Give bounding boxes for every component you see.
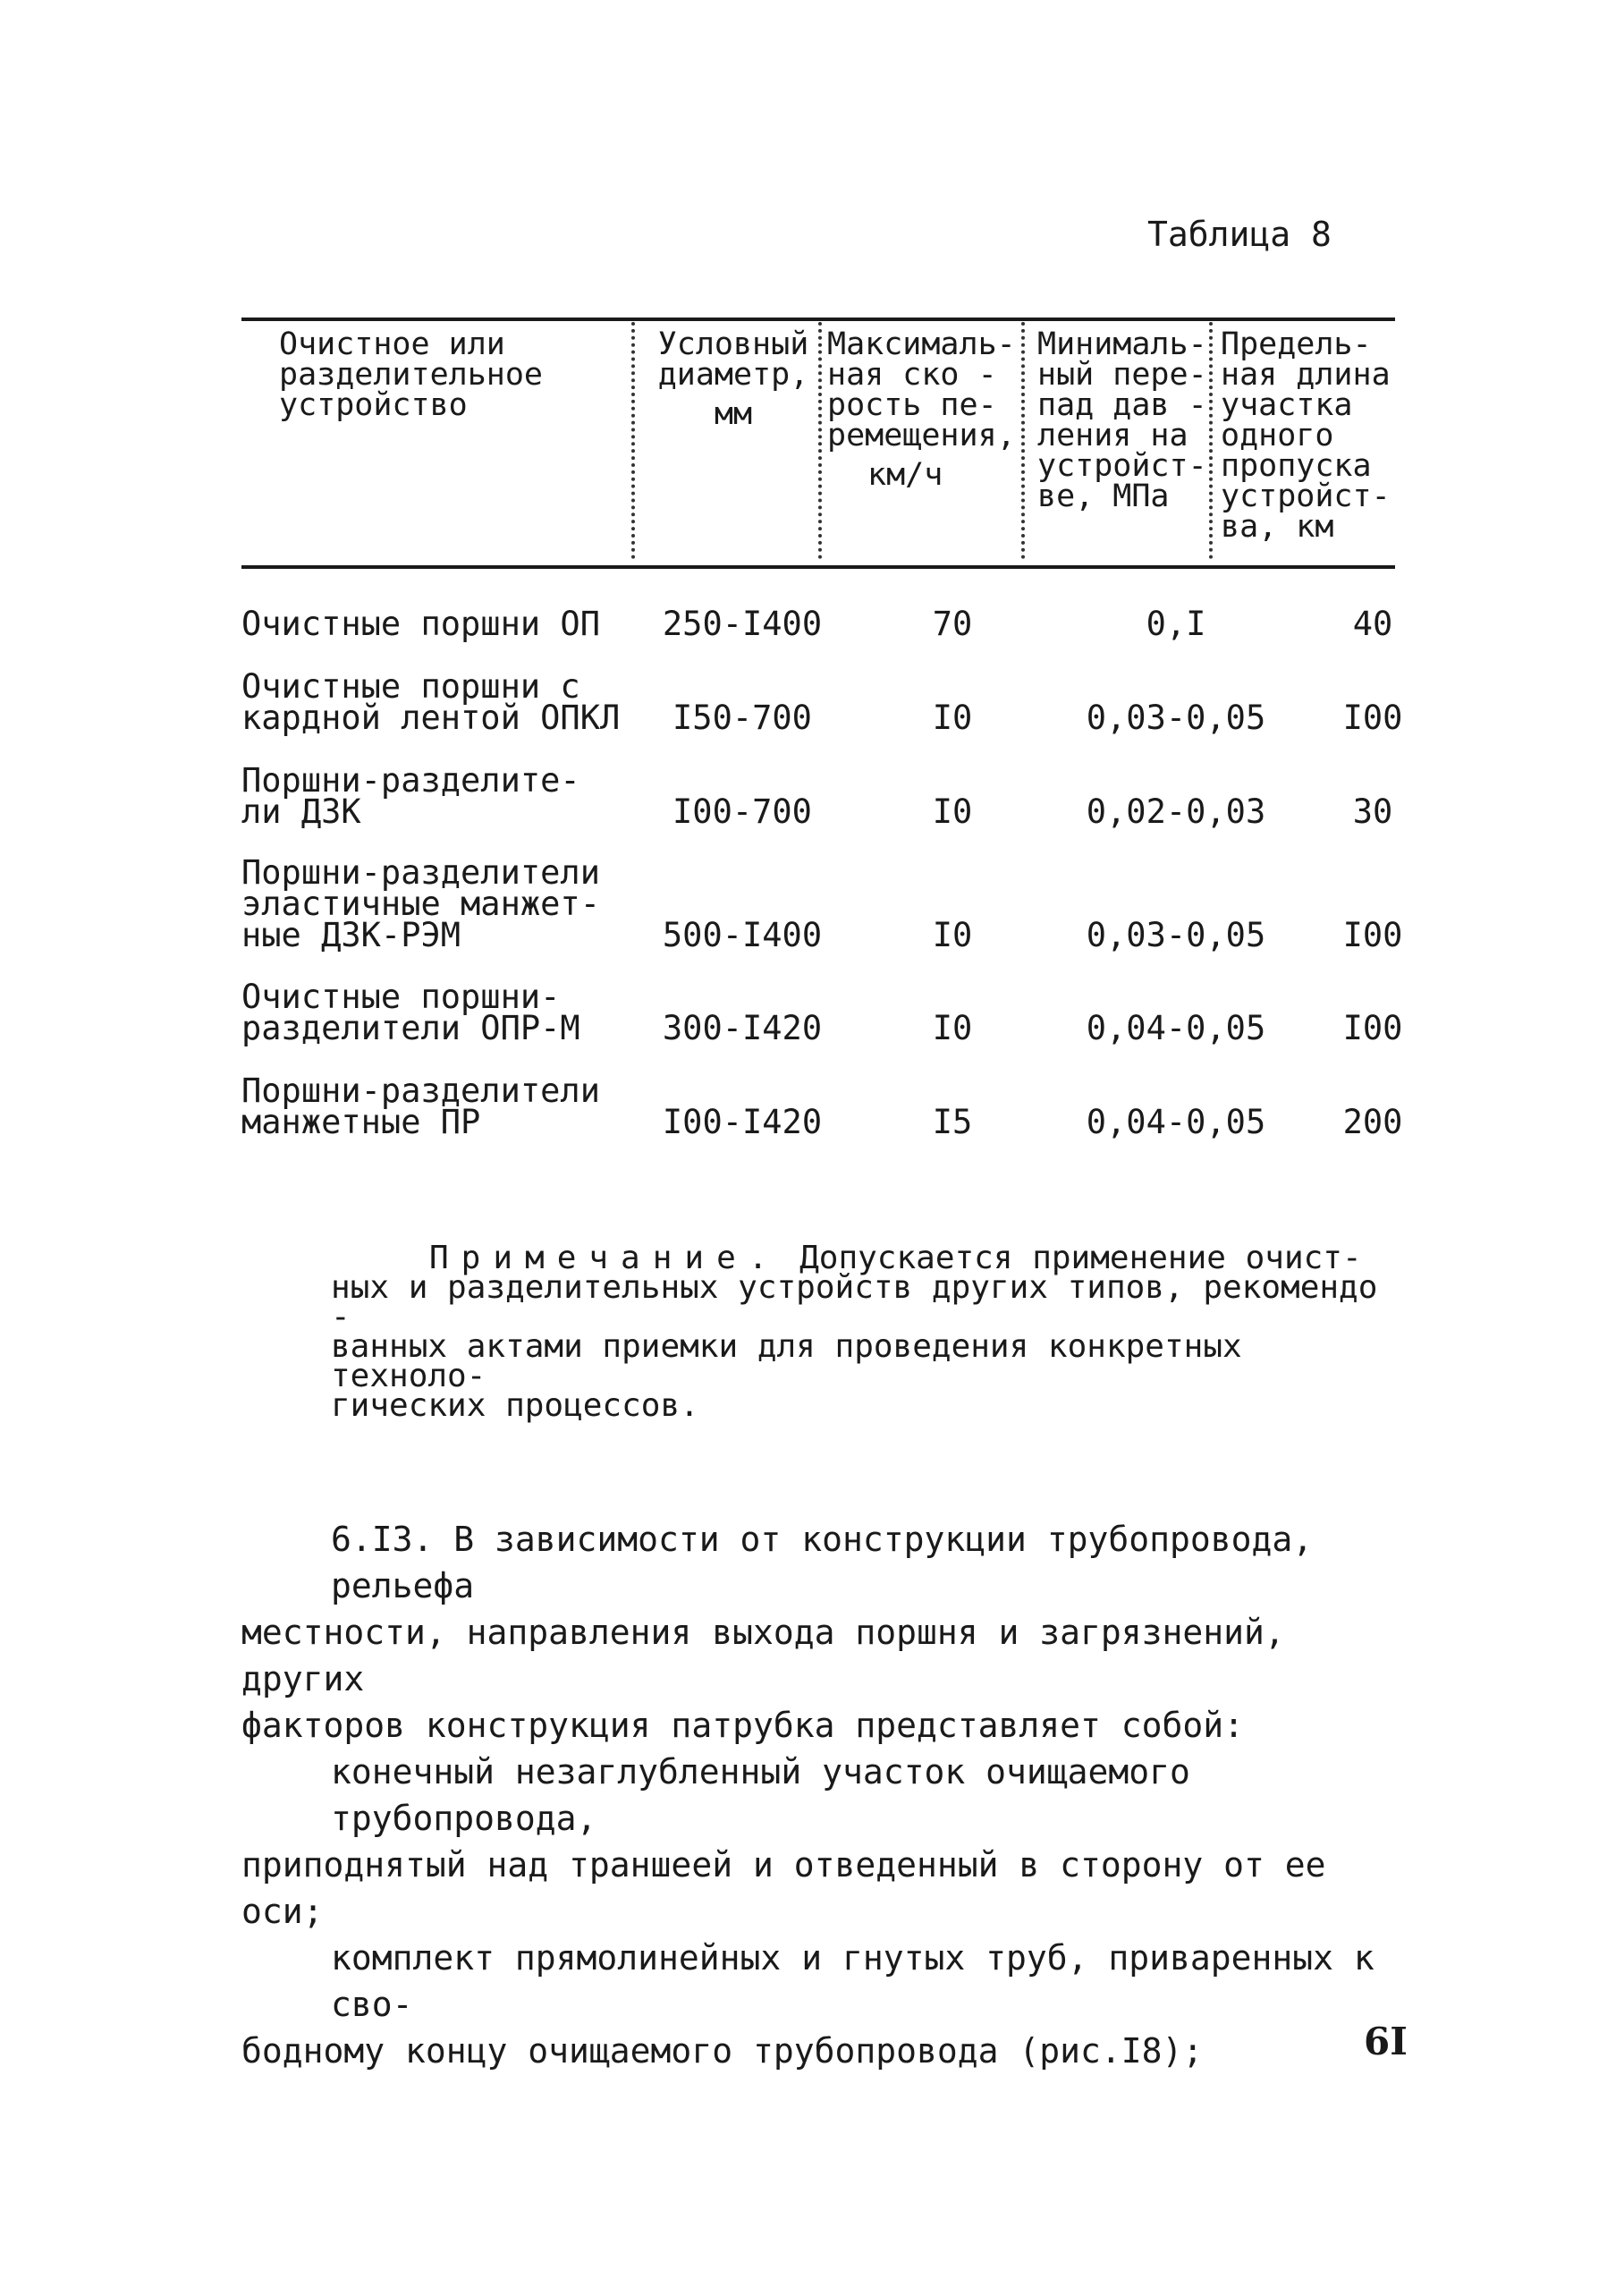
device-name-line: манжетные ПР — [241, 1103, 481, 1141]
header-pressure — [1037, 326, 1207, 514]
speed-cell: I0 — [932, 1009, 973, 1047]
device-name-line: ные ДЗК-РЭМ — [241, 916, 461, 954]
length-cell: 30 — [1352, 792, 1393, 831]
page-number: 6I — [1364, 2020, 1408, 2063]
header-line: ления на — [1037, 418, 1188, 453]
paragraph-line: приподнятый над траншеей и отведенный в сторону от ее оси; — [241, 1845, 1326, 1931]
speed-cell: 70 — [932, 605, 973, 643]
paragraph-line: 6.I3. В зависимости от конструкции трубопровода, рельефа — [331, 1520, 1314, 1605]
pressure-cell: 0,02-0,03 — [1086, 792, 1266, 831]
speed-cell: I5 — [932, 1103, 973, 1141]
header-line: Очистное или — [279, 326, 505, 362]
device-name — [241, 1072, 626, 1141]
table-row — [241, 595, 1395, 643]
header-speed — [827, 326, 1016, 493]
table-note — [331, 1240, 1413, 1424]
header-line: пад дав - — [1037, 387, 1207, 423]
header-line: ный пере- — [1037, 357, 1207, 393]
device-name-line: Очистные поршни ОП — [241, 605, 600, 643]
header-device — [279, 326, 544, 423]
header-line: одного — [1221, 418, 1334, 453]
diameter-cell: 300-I420 — [662, 1009, 823, 1047]
table-row — [241, 760, 1395, 831]
diameter-cell: I00-I420 — [662, 1103, 823, 1141]
device-name — [241, 853, 626, 954]
header-line: Минималь- — [1037, 326, 1207, 362]
speed-cell: I0 — [932, 916, 973, 954]
device-name-line: разделители ОПР-М — [241, 1009, 580, 1047]
note-line: Допускается применение очист- — [799, 1240, 1362, 1276]
pressure-cell: 0,03-0,05 — [1086, 916, 1266, 954]
diameter-cell: 500-I400 — [662, 916, 823, 954]
note-line: гических процессов. — [331, 1387, 699, 1424]
header-diameter — [653, 326, 814, 432]
pressure-cell: 0,04-0,05 — [1086, 1009, 1266, 1047]
device-name-line: Очистные поршни- — [241, 978, 561, 1016]
diameter-cell: I50-700 — [672, 699, 812, 737]
length-cell: 200 — [1342, 1103, 1403, 1141]
table-row — [241, 977, 1403, 1047]
device-name-line: ли ДЗК — [241, 792, 361, 831]
note-line: ных и разделительных устройств других типов, рекомендо - — [331, 1269, 1378, 1335]
header-line: разделительное — [279, 357, 544, 393]
section-paragraph — [241, 1516, 1422, 2074]
header-line: ва, км — [1221, 509, 1334, 545]
diameter-cell: I00-700 — [672, 792, 812, 831]
paragraph-line: бодному концу очищаемого трубопровода (рис.I8); — [241, 2031, 1204, 2071]
speed-cell: I0 — [932, 792, 973, 831]
paragraph-line: комплект прямолинейных и гнутых труб, приваренных к сво- — [331, 1938, 1374, 2024]
paragraph-line: местности, направления выхода поршня и загрязнений, других — [241, 1613, 1285, 1698]
device-name-line: Поршни-разделите- — [241, 761, 580, 800]
device-name — [241, 667, 626, 737]
diameter-cell: 250-I400 — [662, 605, 823, 643]
header-line: участка — [1221, 387, 1353, 423]
device-name — [241, 978, 626, 1047]
header-line: устройст- — [1221, 479, 1391, 514]
table-row — [241, 853, 1403, 954]
header-line: ремещения, — [827, 418, 1016, 453]
pressure-cell: 0,I — [1146, 605, 1206, 643]
header-line: пропуска — [1221, 448, 1372, 484]
header-line: устройство — [279, 387, 468, 423]
header-line: Предель- — [1221, 326, 1372, 362]
paragraph-line: факторов конструкция патрубка представляет собой: — [241, 1706, 1245, 1745]
header-line: Условный — [657, 326, 809, 362]
header-line: ная ско - — [827, 357, 997, 393]
device-name — [241, 761, 626, 831]
header-line: устройст- — [1037, 448, 1207, 484]
header-length — [1221, 326, 1391, 545]
length-cell: I00 — [1342, 916, 1403, 954]
length-cell: 40 — [1352, 605, 1393, 643]
column-separator — [818, 322, 822, 559]
device-name-line: Очистные поршни с — [241, 667, 580, 706]
length-cell: I00 — [1342, 1009, 1403, 1047]
table-caption: Таблица 8 — [1147, 215, 1332, 254]
table-top-rule — [241, 318, 1395, 321]
column-separator — [1021, 322, 1025, 559]
header-line: Максималь- — [827, 326, 1016, 362]
device-name-line: эластичные манжет- — [241, 885, 600, 923]
device-name-line: Поршни-разделители — [241, 1072, 600, 1110]
device-name-line: кардной лентой ОПКЛ — [241, 699, 621, 737]
header-line: диаметр, — [657, 357, 809, 393]
table-row — [241, 666, 1403, 737]
speed-cell: I0 — [932, 699, 973, 737]
column-separator — [1209, 322, 1213, 559]
paragraph-line: конечный незаглубленный участок очищаемого трубопровода, — [331, 1752, 1190, 1838]
header-line: ве, МПа — [1037, 479, 1170, 514]
header-bottom-rule — [241, 565, 1395, 569]
header-unit: мм — [714, 396, 753, 432]
pressure-cell: 0,04-0,05 — [1086, 1103, 1266, 1141]
header-line: ная длина — [1221, 357, 1391, 393]
note-label: Примечание. — [429, 1240, 781, 1276]
length-cell: I00 — [1342, 699, 1403, 737]
note-line: ванных актами приемки для проведения конкретных техноло- — [331, 1328, 1242, 1394]
device-name — [241, 605, 626, 643]
header-unit: км/ч — [867, 457, 943, 493]
table-row — [241, 1071, 1403, 1141]
header-line: рость пе- — [827, 387, 997, 423]
device-name-line: Поршни-разделители — [241, 853, 600, 892]
column-separator — [631, 322, 635, 559]
pressure-cell: 0,03-0,05 — [1086, 699, 1266, 737]
